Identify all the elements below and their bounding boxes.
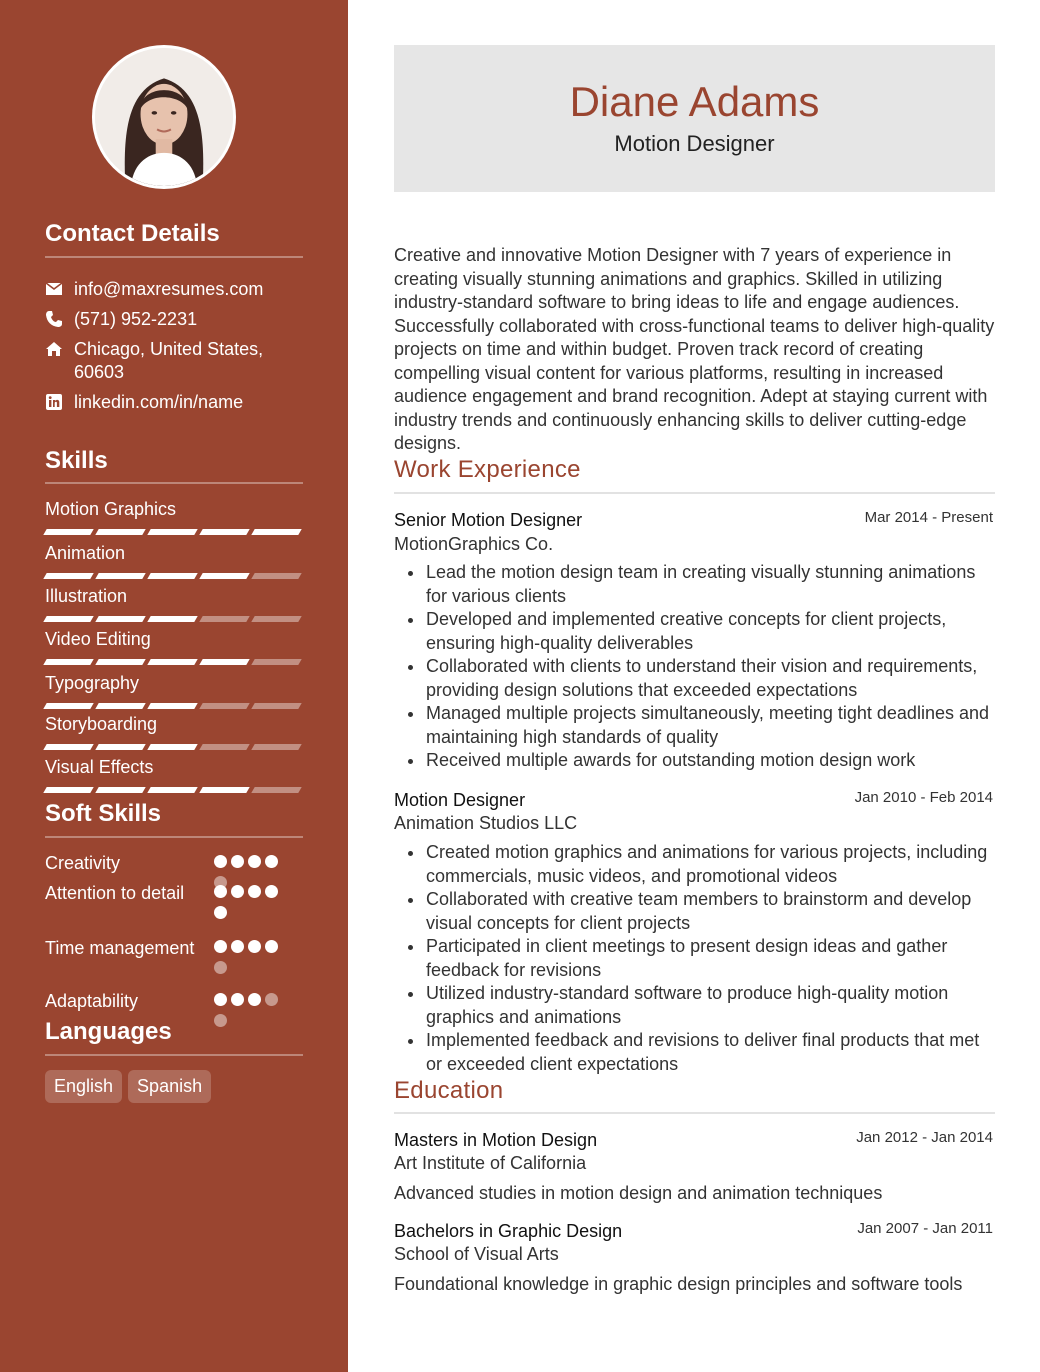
soft-skill-name: Creativity bbox=[45, 853, 121, 873]
school-name: School of Visual Arts bbox=[394, 1244, 559, 1264]
list-item: Created motion graphics and animations for various projects, including commercials, music videos, and promotional videos bbox=[426, 841, 998, 888]
rating-dot bbox=[231, 993, 244, 1006]
job-title: Motion Designer bbox=[394, 790, 526, 810]
rating-dot bbox=[231, 885, 244, 898]
skill-level-segment bbox=[251, 744, 301, 750]
skill-level-bars bbox=[45, 616, 300, 622]
list-item: Managed multiple projects simultaneously, meeting tight deadlines and maintaining high standards of quality bbox=[426, 702, 998, 749]
skill-level-bars bbox=[45, 787, 300, 793]
job-date: Jan 2010 - Feb 2014 bbox=[854, 789, 993, 806]
language-chip: English bbox=[45, 1070, 122, 1103]
rating-dot bbox=[265, 855, 278, 868]
work-heading: Work Experience bbox=[394, 456, 581, 483]
degree-title: Masters in Motion Design bbox=[394, 1130, 598, 1150]
job-bullets bbox=[426, 561, 998, 773]
soft-skill-rating bbox=[214, 993, 290, 1027]
sidebar bbox=[0, 0, 348, 1372]
skill-level-segment bbox=[199, 659, 249, 665]
skill-level-segment bbox=[199, 573, 249, 579]
skill-level-segment bbox=[43, 787, 93, 793]
degree-title: Bachelors in Graphic Design bbox=[394, 1221, 623, 1241]
skill-level-segment bbox=[147, 744, 197, 750]
rating-dot bbox=[214, 906, 227, 919]
skill-level-segment bbox=[43, 744, 93, 750]
rating-dot bbox=[265, 993, 278, 1006]
rating-dot bbox=[248, 855, 261, 868]
soft-skill-name: Attention to detail bbox=[45, 883, 185, 903]
skill-level-segment bbox=[199, 616, 249, 622]
skills-divider bbox=[45, 482, 303, 484]
soft-skill-rating bbox=[214, 940, 290, 974]
work-divider bbox=[394, 492, 995, 494]
skill-name: Video Editing bbox=[45, 629, 151, 649]
job-company: Animation Studios LLC bbox=[394, 813, 578, 833]
list-item: Collaborated with clients to understand their vision and requirements, providing design solutions that exceeded expectations bbox=[426, 655, 998, 702]
summary: Creative and innovative Motion Designer with 7 years of experience in creating visually stunning animations and graphics. Skilled in utilizing industry-standard software to bring ideas to life and engage audiences. Successfully collaborated with cross-functional teams to deliver high-quality projects on time and within budget. Proven track record of creating compelling visual content for various platforms, resulting in increased audience engagement and brand recognition. Adept at staying current with industry trends and continuously enhancing skills to deliver cutting-edge designs. bbox=[394, 245, 995, 453]
education-date: Jan 2007 - Jan 2011 bbox=[857, 1220, 993, 1237]
skill-level-segment bbox=[251, 659, 301, 665]
rating-dot bbox=[248, 993, 261, 1006]
candidate-title: Motion Designer bbox=[614, 131, 775, 156]
skill-name: Visual Effects bbox=[45, 757, 154, 777]
skill-level-segment bbox=[43, 616, 93, 622]
skill-name: Storyboarding bbox=[45, 714, 158, 734]
skill-level-segment bbox=[251, 787, 301, 793]
contact-heading: Contact Details bbox=[45, 220, 220, 247]
phone-text: (571) 952-2231 bbox=[74, 309, 198, 329]
job-title: Senior Motion Designer bbox=[394, 510, 583, 530]
soft-skills-divider bbox=[45, 836, 303, 838]
soft-skill-rating bbox=[214, 885, 290, 919]
education-heading: Education bbox=[394, 1077, 504, 1104]
skill-level-segment bbox=[199, 787, 249, 793]
education-description: Advanced studies in motion design and animation techniques bbox=[394, 1183, 883, 1203]
rating-dot bbox=[214, 885, 227, 898]
skill-level-bars bbox=[45, 703, 300, 709]
list-item: Lead the motion design team in creating visually stunning animations for various clients bbox=[426, 561, 998, 608]
skill-name: Animation bbox=[45, 543, 126, 563]
rating-dot bbox=[231, 855, 244, 868]
email-text: info@maxresumes.com bbox=[74, 279, 264, 299]
list-item: Collaborated with creative team members to brainstorm and develop visual concepts for client projects bbox=[426, 888, 998, 935]
education-description: Foundational knowledge in graphic design principles and software tools bbox=[394, 1274, 963, 1294]
skill-level-segment bbox=[199, 744, 249, 750]
skill-level-segment bbox=[43, 703, 93, 709]
contact-divider bbox=[45, 256, 303, 258]
skills-heading: Skills bbox=[45, 447, 108, 474]
profile-photo bbox=[92, 45, 236, 189]
contact-location bbox=[45, 338, 274, 384]
skill-level-segment bbox=[95, 529, 145, 535]
language-chip: Spanish bbox=[128, 1070, 211, 1103]
avatar bbox=[95, 48, 233, 186]
home-icon bbox=[45, 340, 63, 358]
envelope-icon bbox=[45, 280, 63, 298]
rating-dot bbox=[214, 855, 227, 868]
skill-level-segment bbox=[95, 787, 145, 793]
skill-name: Typography bbox=[45, 673, 140, 693]
contact-email[interactable] bbox=[45, 278, 274, 301]
languages-heading: Languages bbox=[45, 1018, 172, 1045]
skill-level-segment bbox=[147, 659, 197, 665]
skill-level-bars bbox=[45, 744, 300, 750]
job-bullets bbox=[426, 841, 998, 1076]
soft-skill-name: Adaptability bbox=[45, 991, 139, 1011]
skill-level-segment bbox=[43, 573, 93, 579]
languages-divider bbox=[45, 1054, 303, 1056]
skill-level-segment bbox=[147, 787, 197, 793]
skill-level-segment bbox=[251, 703, 301, 709]
job-date: Mar 2014 - Present bbox=[864, 509, 993, 526]
list-item: Received multiple awards for outstanding motion design work bbox=[426, 749, 998, 773]
soft-skill-name: Time management bbox=[45, 938, 195, 958]
list-item: Implemented feedback and revisions to deliver final products that met or exceeded client expectations bbox=[426, 1029, 998, 1076]
rating-dot bbox=[231, 940, 244, 953]
skill-level-segment bbox=[251, 573, 301, 579]
rating-dot bbox=[248, 940, 261, 953]
rating-dot bbox=[248, 885, 261, 898]
skill-level-segment bbox=[43, 529, 93, 535]
skill-level-bars bbox=[45, 573, 300, 579]
list-item: Developed and implemented creative concepts for client projects, ensuring high-quality deliverables bbox=[426, 608, 998, 655]
school-name: Art Institute of California bbox=[394, 1153, 587, 1173]
rating-dot bbox=[214, 1014, 227, 1027]
skill-level-bars bbox=[45, 659, 300, 665]
rating-dot bbox=[214, 961, 227, 974]
contact-phone[interactable] bbox=[45, 308, 274, 331]
education-date: Jan 2012 - Jan 2014 bbox=[856, 1129, 993, 1146]
skill-level-segment bbox=[147, 529, 197, 535]
soft-skill-rating bbox=[214, 855, 290, 889]
skill-level-segment bbox=[43, 659, 93, 665]
skill-level-segment bbox=[199, 703, 249, 709]
skill-level-bars bbox=[45, 529, 300, 535]
header bbox=[394, 45, 995, 192]
candidate-name: Diane Adams bbox=[569, 78, 820, 125]
skill-level-segment bbox=[95, 703, 145, 709]
list-item: Utilized industry-standard software to produce high-quality motion graphics and animations bbox=[426, 982, 998, 1029]
skill-level-segment bbox=[199, 529, 249, 535]
skill-level-segment bbox=[95, 616, 145, 622]
rating-dot bbox=[265, 885, 278, 898]
skill-level-segment bbox=[95, 659, 145, 665]
skill-level-segment bbox=[251, 616, 301, 622]
linkedin-icon bbox=[45, 393, 63, 411]
skill-level-segment bbox=[147, 573, 197, 579]
rating-dot bbox=[214, 993, 227, 1006]
skill-level-segment bbox=[95, 573, 145, 579]
phone-icon bbox=[45, 310, 63, 328]
skill-level-segment bbox=[95, 744, 145, 750]
linkedin-text: linkedin.com/in/name bbox=[74, 392, 244, 412]
education-divider bbox=[394, 1112, 995, 1114]
contact-linkedin[interactable] bbox=[45, 391, 274, 414]
soft-skills-heading: Soft Skills bbox=[45, 800, 162, 827]
skill-level-segment bbox=[251, 529, 301, 535]
languages-list bbox=[45, 1070, 211, 1103]
skill-level-segment bbox=[147, 616, 197, 622]
skill-name: Motion Graphics bbox=[45, 499, 177, 519]
skill-name: Illustration bbox=[45, 586, 128, 606]
skill-level-segment bbox=[147, 703, 197, 709]
rating-dot bbox=[265, 940, 278, 953]
list-item: Participated in client meetings to present design ideas and gather feedback for revisions bbox=[426, 935, 998, 982]
location-text: Chicago, United States, 60603 bbox=[74, 339, 264, 382]
rating-dot bbox=[214, 940, 227, 953]
job-company: MotionGraphics Co. bbox=[394, 534, 554, 554]
